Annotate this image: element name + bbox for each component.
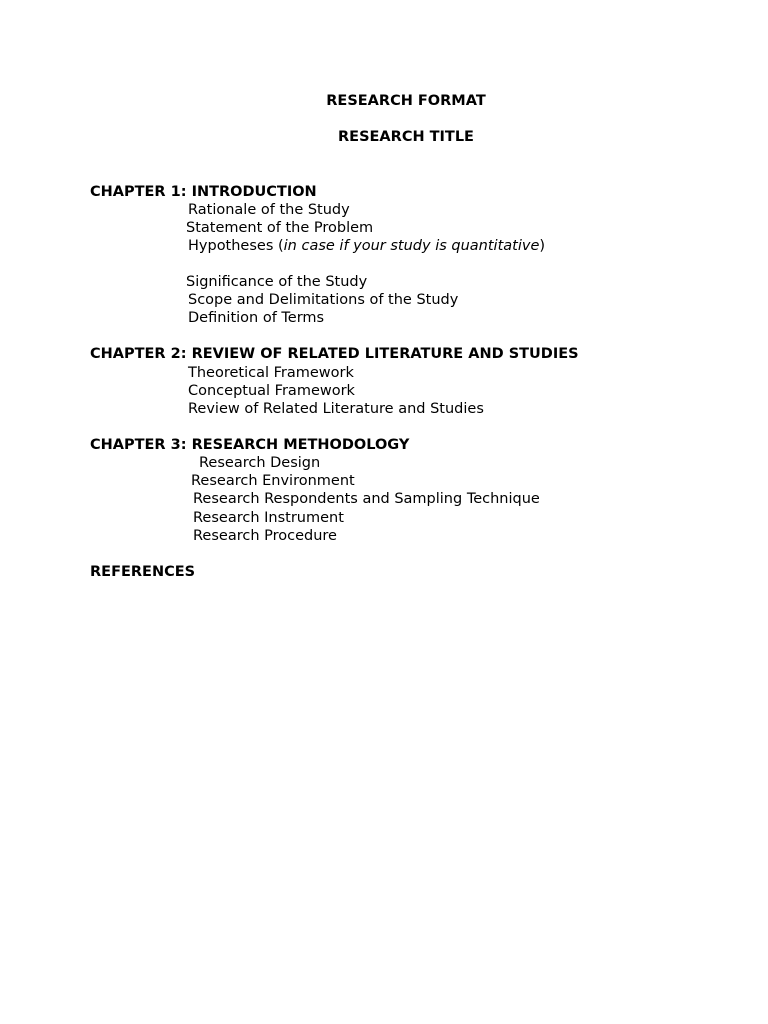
hypotheses-prefix: Hypotheses ( xyxy=(188,238,284,254)
chapter3-item-environment: Research Environment xyxy=(191,473,355,489)
chapter1-item-scope: Scope and Delimitations of the Study xyxy=(188,292,459,308)
chapter2-item-conceptual: Conceptual Framework xyxy=(188,383,355,399)
chapter3-item-procedure: Research Procedure xyxy=(193,528,337,544)
chapter1-item-rationale: Rationale of the Study xyxy=(188,202,350,218)
chapter1-item-statement: Statement of the Problem xyxy=(186,220,374,236)
chapter1-heading: CHAPTER 1: INTRODUCTION xyxy=(90,184,317,200)
chapter3-item-respondents: Research Respondents and Sampling Technique xyxy=(193,491,540,507)
format-title: RESEARCH FORMAT xyxy=(326,93,486,109)
chapter1-item-hypotheses xyxy=(188,237,545,255)
hypotheses-suffix: ) xyxy=(539,238,546,254)
chapter2-heading: CHAPTER 2: REVIEW OF RELATED LITERATURE AND STUDIES xyxy=(90,346,579,362)
chapter2-item-theoretical: Theoretical Framework xyxy=(188,365,354,381)
chapter3-heading: CHAPTER 3: RESEARCH METHODOLOGY xyxy=(90,437,410,453)
hypotheses-note: in case if your study is quantitative xyxy=(283,238,540,254)
chapter2-item-review: Review of Related Literature and Studies xyxy=(188,401,484,417)
chapter3-item-design: Research Design xyxy=(199,455,321,471)
references-heading: REFERENCES xyxy=(90,564,196,580)
chapter1-item-definition: Definition of Terms xyxy=(188,310,325,326)
research-title: RESEARCH TITLE xyxy=(338,129,474,145)
chapter1-item-significance: Significance of the Study xyxy=(186,274,368,290)
chapter3-item-instrument: Research Instrument xyxy=(193,510,344,526)
